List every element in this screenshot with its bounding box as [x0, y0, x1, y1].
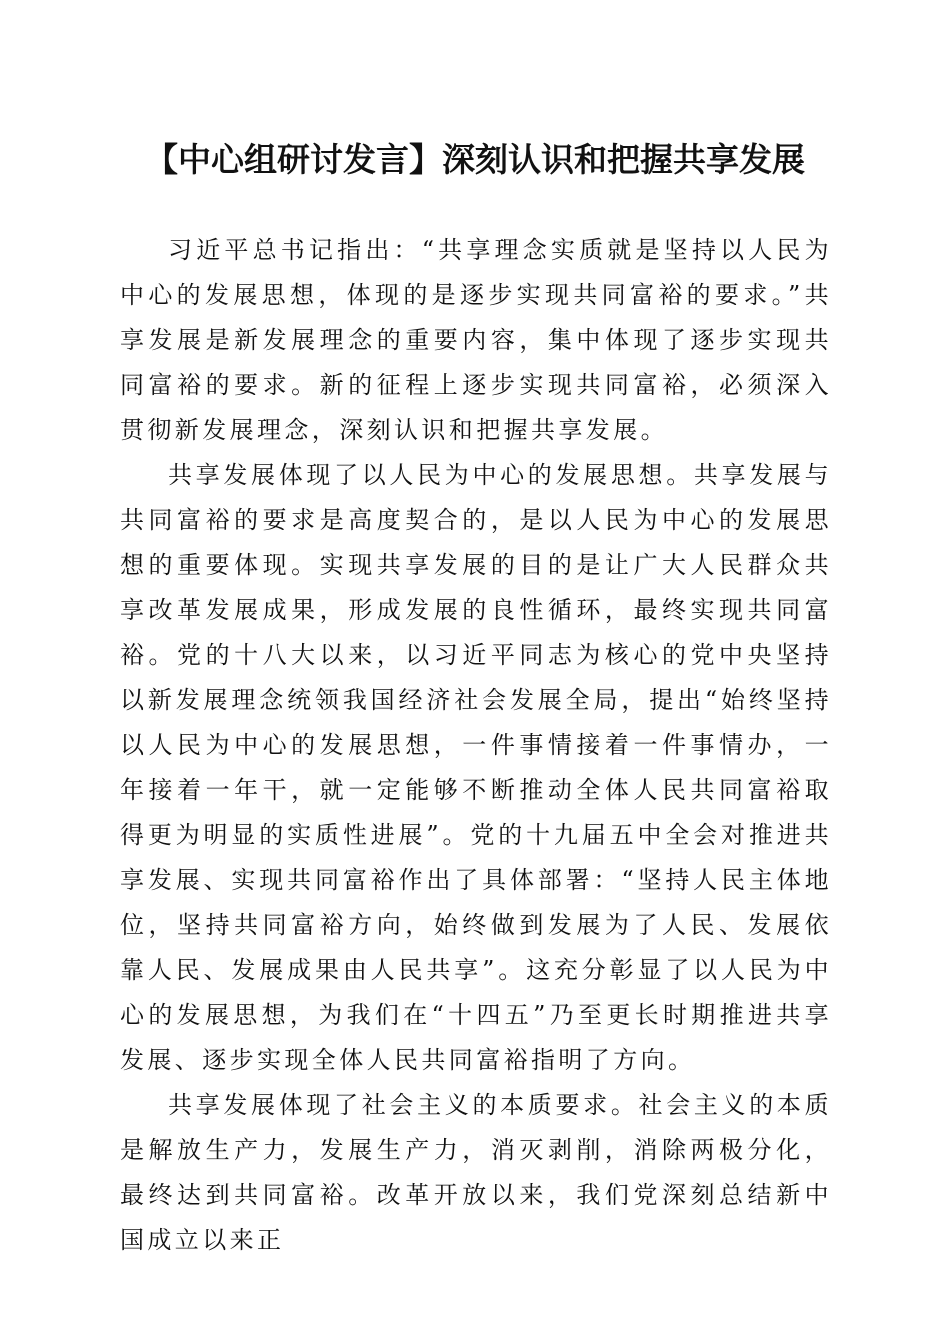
paragraph-socialism-essence: 共享发展体现了社会主义的本质要求。社会主义的本质是解放生产力，发展生产力，消灭剥削，消除两极分化，最终达到共同富裕。改革开放以来，我们党深刻总结新中国成立以来正 [120, 1091, 832, 1254]
paragraph-people-centered: 共享发展体现了以人民为中心的发展思想。共享发展与共同富裕的要求是高度契合的，是以人民为中心的发展思想的重要体现。实现共享发展的目的是让广大人民群众共享改革发展成果，形成发展的良性循环，最终实现共同富裕。党的十八大以来，以习近平同志为核心的党中央坚持以新发展理念统领我国经济社会发展全局，提出“始终坚持以人民为中心的发展思想，一件事情接着一件事情办，一年接着一年干，就一定能够不断推动全体人民共同富裕取得更为明显的实质性进展”。党的十九届五中全会对推进共享发展、实现共同富裕作出了具体部署：“坚持人民主体地位，坚持共同富裕方向，始终做到发展为了人民、发展依靠人民、发展成果由人民共享”。这充分彰显了以人民为中心的发展思想，为我们在“十四五”乃至更长时期推进共享发展、逐步实现全体人民共同富裕指明了方向。 [120, 461, 832, 1074]
paragraph-intro: 习近平总书记指出：“共享理念实质就是坚持以人民为中心的发展思想，体现的是逐步实现共同富裕的要求。”共享发展是新发展理念的重要内容，集中体现了逐步实现共同富裕的要求。新的征程上逐步实现共同富裕，必须深入贯彻新发展理念，深刻认识和把握共享发展。 [120, 236, 832, 444]
document-body [120, 228, 832, 1263]
document-title: 【中心组研讨发言】深刻认识和把握共享发展 [145, 140, 805, 179]
